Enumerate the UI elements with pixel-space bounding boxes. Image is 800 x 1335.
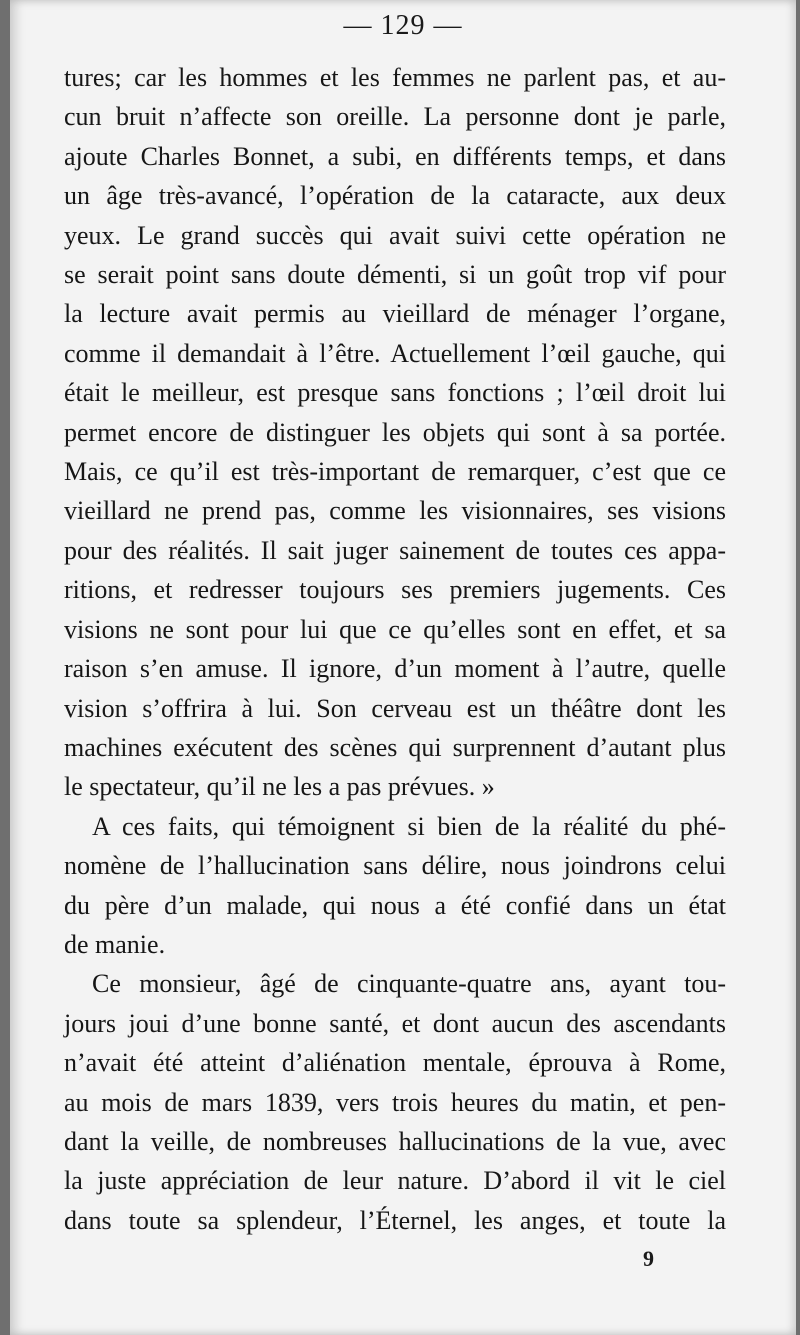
text-line: jours joui d’une bonne santé, et dont aucun des ascendants	[64, 1008, 726, 1038]
text-line: ritions, et redresser toujours ses premiers jugements. Ces	[64, 575, 726, 605]
text-line: dans toute sa splendeur, l’Éternel, les anges, et toute la	[64, 1205, 726, 1235]
text-line: de manie.	[64, 929, 166, 959]
page-number-header: — 129 —	[343, 10, 463, 41]
text-line: raison s’en amuse. Il ignore, d’un moment à l’autre, quelle	[64, 654, 726, 684]
text-line: nomène de l’hallucination sans délire, nous joindrons celui	[64, 851, 726, 881]
text-line: machines exécutent des scènes qui surprennent d’autant plus	[64, 732, 726, 762]
text-line: Ce monsieur, âgé de cinquante-quatre ans, ayant tou-	[92, 969, 726, 999]
text-line: Mais, ce qu’il est très-important de remarquer, c’est que ce	[64, 457, 726, 487]
text-line: pour des réalités. Il sait juger sainement de toutes ces appa-	[64, 535, 726, 565]
text-line: n’avait été atteint d’aliénation mentale, éprouva à Rome,	[64, 1048, 726, 1078]
book-page	[10, 0, 796, 1335]
text-line: du père d’un malade, qui nous a été confié dans un état	[64, 890, 726, 920]
text-line: se serait point sans doute démenti, si un goût trop vif pour	[64, 260, 726, 290]
text-line: dant la veille, de nombreuses hallucinations de la vue, avec	[64, 1126, 726, 1156]
text-line: était le meilleur, est presque sans fonctions ; l’œil droit lui	[64, 378, 726, 408]
text-line: visions ne sont pour lui que ce qu’elles sont en effet, et sa	[64, 614, 726, 644]
text-line: le spectateur, qu’il ne les a pas prévues. »	[64, 772, 495, 802]
text-line: vieillard ne prend pas, comme les visionnaires, ses visions	[64, 496, 726, 526]
text-line: ajoute Charles Bonnet, a subi, en différents temps, et dans	[64, 141, 726, 171]
text-line: comme il demandait à l’être. Actuellement l’œil gauche, qui	[64, 338, 726, 368]
text-line: yeux. Le grand succès qui avait suivi cette opération ne	[64, 220, 726, 250]
text-line: permet encore de distinguer les objets qui sont à sa portée.	[64, 417, 726, 447]
text-line: cun bruit n’affecte son oreille. La personne dont je parle,	[64, 102, 726, 132]
text-line: vision s’offrira à lui. Son cerveau est un théâtre dont les	[64, 693, 726, 723]
text-line: la juste appréciation de leur nature. D’abord il vit le ciel	[64, 1166, 726, 1196]
signature-mark: 9	[643, 1246, 654, 1271]
text-line: un âge très-avancé, l’opération de la cataracte, aux deux	[64, 181, 726, 211]
body-text	[64, 58, 726, 1240]
text-line: la lecture avait permis au vieillard de ménager l’organe,	[64, 299, 726, 329]
text-line: A ces faits, qui témoignent si bien de la réalité du phé-	[92, 811, 726, 841]
text-line: au mois de mars 1839, vers trois heures du matin, et pen-	[64, 1087, 726, 1117]
text-line: tures; car les hommes et les femmes ne parlent pas, et au-	[64, 63, 726, 92]
